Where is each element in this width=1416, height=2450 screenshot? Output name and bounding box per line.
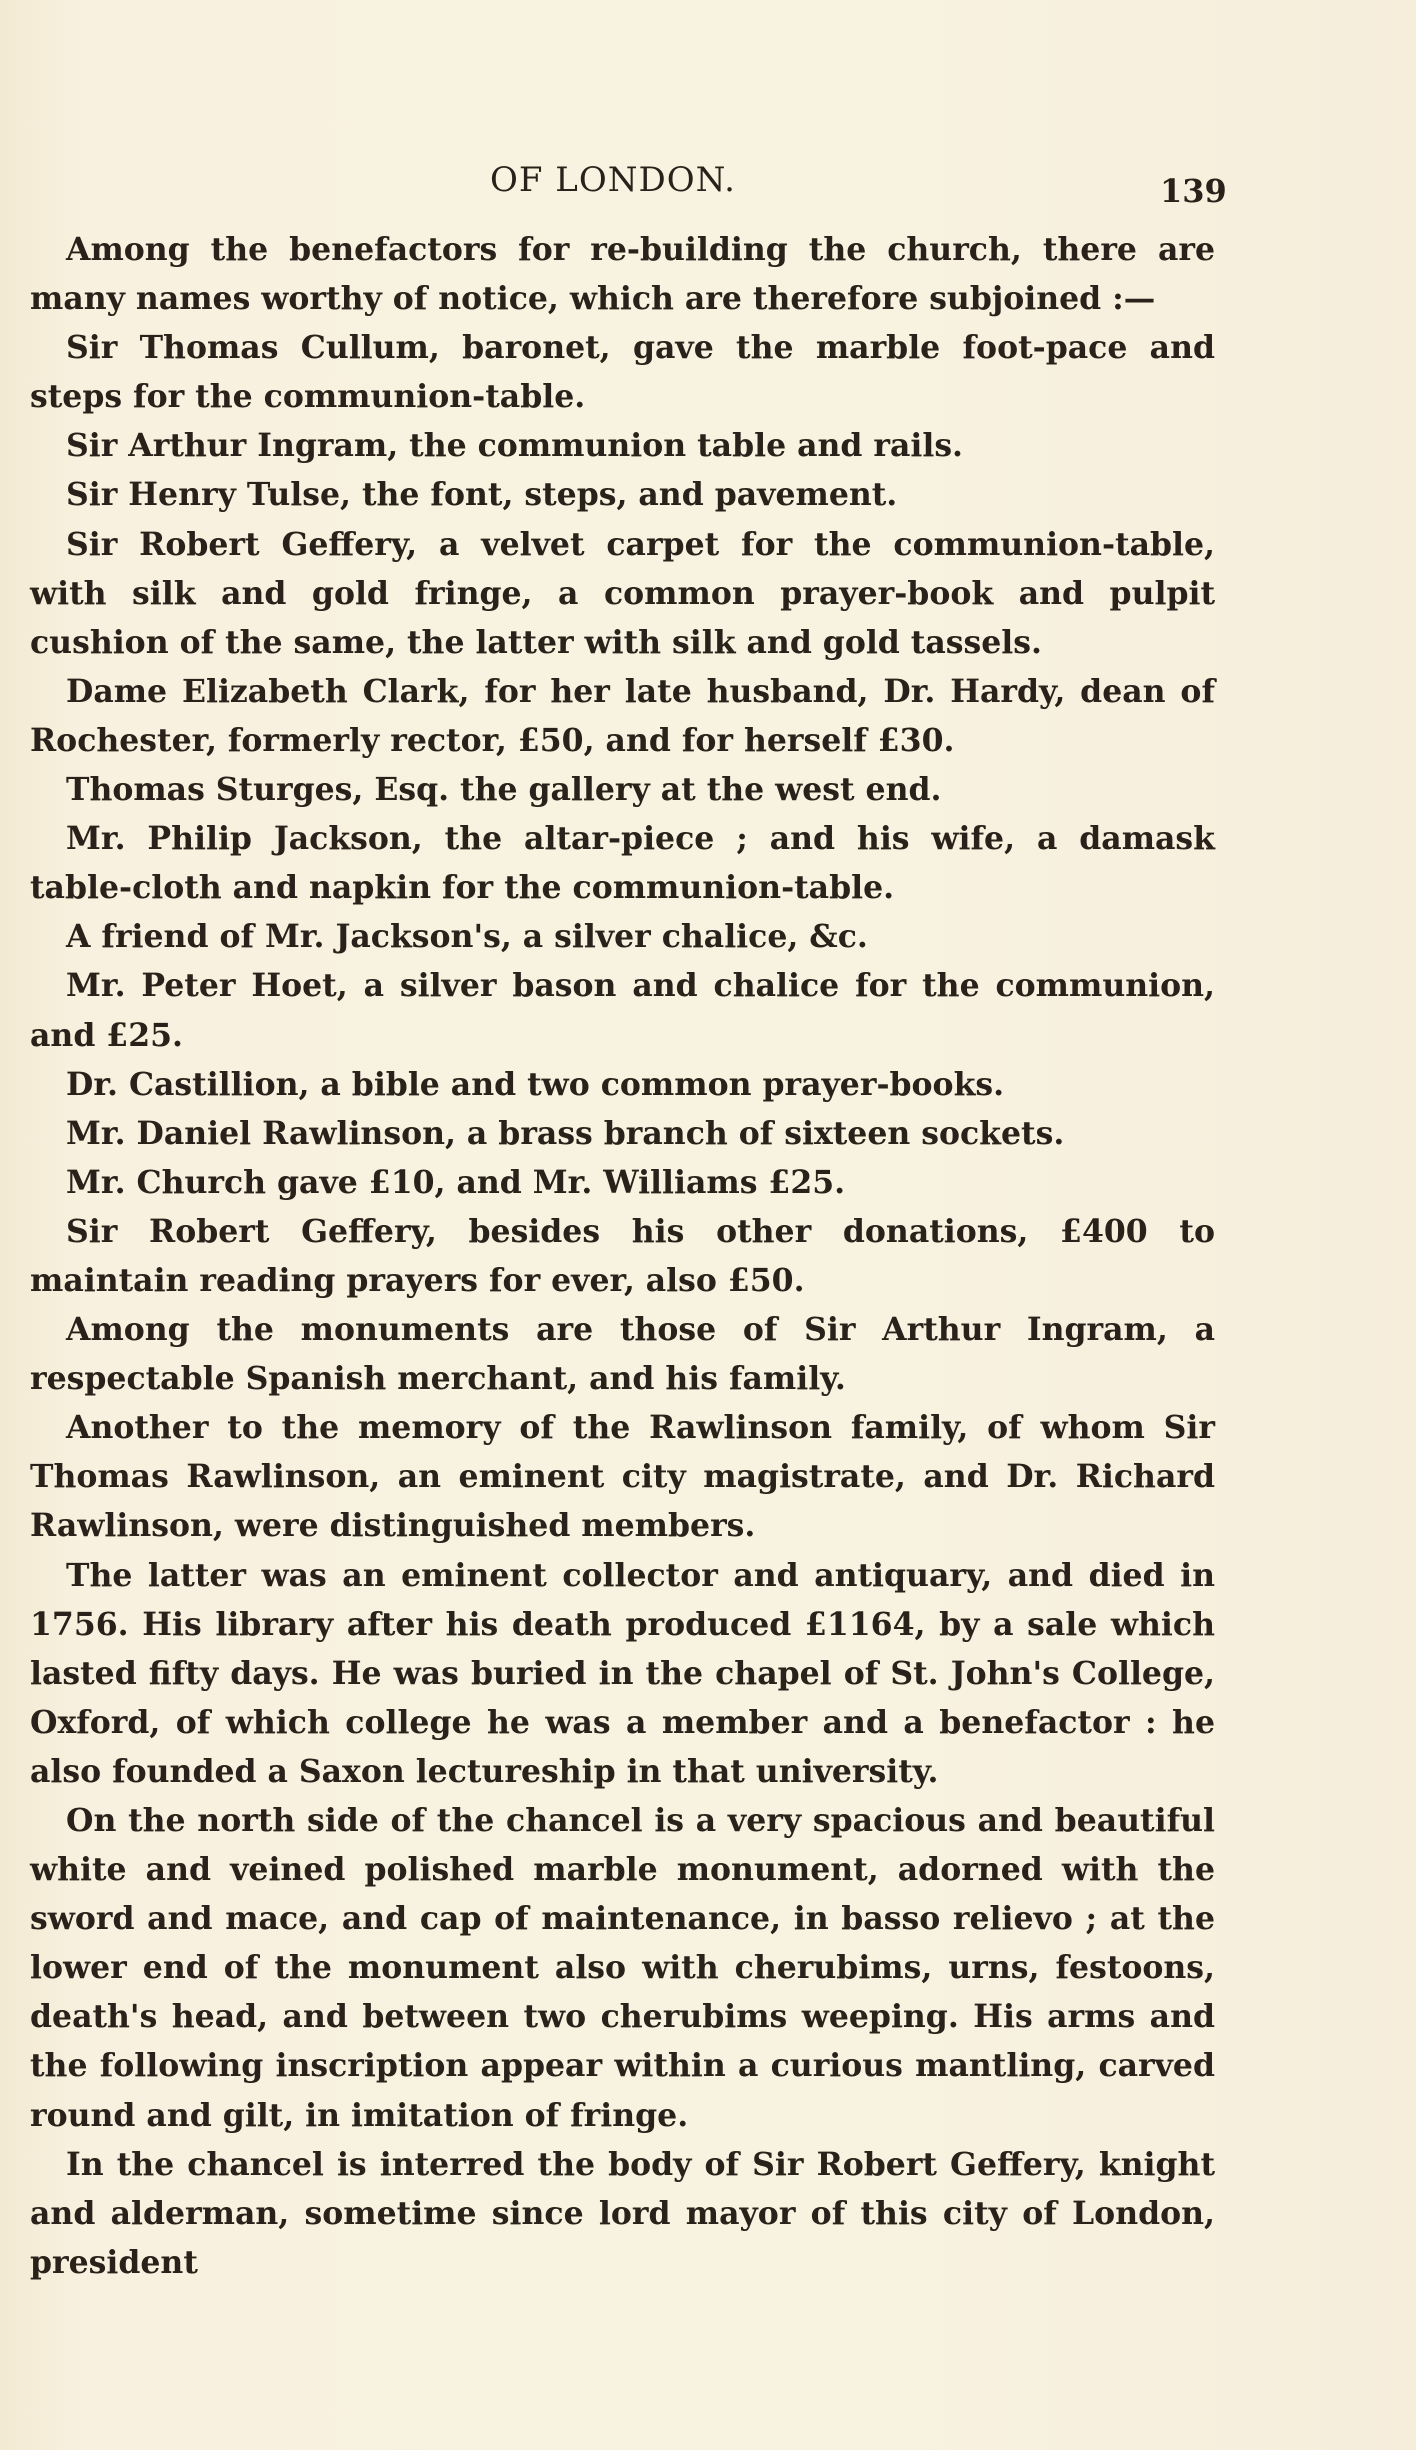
paragraph: A friend of Mr. Jackson's, a silver chalice, &c. bbox=[66, 918, 868, 956]
paragraph: Mr. Church gave £10, and Mr. Williams £25. bbox=[66, 1163, 846, 1201]
body-text bbox=[30, 225, 1215, 2287]
paragraph: Another to the memory of the Rawlinson family, of whom Sir Thomas Rawlinson, an eminent city magistrate, and Dr. Richard Rawlinson, were distinguished members. bbox=[30, 1409, 1215, 1545]
paragraph: In the chancel is interred the body of Sir Robert Geffery, knight and alderman, sometime since lord mayor of this city of London, president bbox=[30, 2145, 1215, 2281]
paragraph: Thomas Sturges, Esq. the gallery at the west end. bbox=[66, 771, 942, 809]
paragraph: Sir Henry Tulse, the font, steps, and pavement. bbox=[66, 476, 898, 514]
page-header bbox=[0, 160, 1416, 210]
paragraph: Dr. Castillion, a bible and two common prayer-books. bbox=[66, 1065, 1005, 1103]
paragraph: Sir Thomas Cullum, baronet, gave the marble foot-pace and steps for the communion-table. bbox=[30, 329, 1215, 416]
paragraph: Among the monuments are those of Sir Arthur Ingram, a respectable Spanish merchant, and his family. bbox=[30, 1311, 1215, 1398]
paragraph: Among the benefactors for re-building the church, there are many names worthy of notice, which are therefore subjoined :— bbox=[30, 231, 1215, 318]
paragraph: Sir Robert Geffery, a velvet carpet for the communion-table, with silk and gold fringe, a common prayer-book and pulpit cushion of the same, the latter with silk and gold tassels. bbox=[30, 525, 1215, 661]
paragraph: Sir Robert Geffery, besides his other donations, £400 to maintain reading prayers for ever, also £50. bbox=[30, 1212, 1215, 1299]
running-head: OF LONDON. bbox=[490, 160, 736, 200]
paragraph: Sir Arthur Ingram, the communion table and rails. bbox=[66, 427, 964, 465]
paragraph: Mr. Philip Jackson, the altar-piece ; and his wife, a damask table-cloth and napkin for the communion-table. bbox=[30, 820, 1215, 907]
paragraph: Dame Elizabeth Clark, for her late husband, Dr. Hardy, dean of Rochester, formerly rector, £50, and for herself £30. bbox=[30, 672, 1215, 759]
paragraph: Mr. Peter Hoet, a silver bason and chalice for the communion, and £25. bbox=[30, 967, 1215, 1054]
paragraph: On the north side of the chancel is a very spacious and beautiful white and veined polished marble monument, adorned with the sword and mace, and cap of maintenance, in basso relievo ; at the lower end of the monument also with cherubims, urns, festoons, death's head, and between two cherubims weeping. His arms and the following inscription appear within a curious mantling, carved round and gilt, in imitation of fringe. bbox=[30, 1802, 1215, 2134]
page-number: 139 bbox=[1160, 172, 1227, 210]
paragraph: The latter was an eminent collector and antiquary, and died in 1756. His library after his death produced £1164, by a sale which lasted fifty days. He was buried in the chapel of St. John's College, Oxford, of which college he was a member and a benefactor : he also founded a Saxon lectureship in that university. bbox=[30, 1556, 1215, 1790]
paragraph: Mr. Daniel Rawlinson, a brass branch of sixteen sockets. bbox=[66, 1114, 1065, 1152]
